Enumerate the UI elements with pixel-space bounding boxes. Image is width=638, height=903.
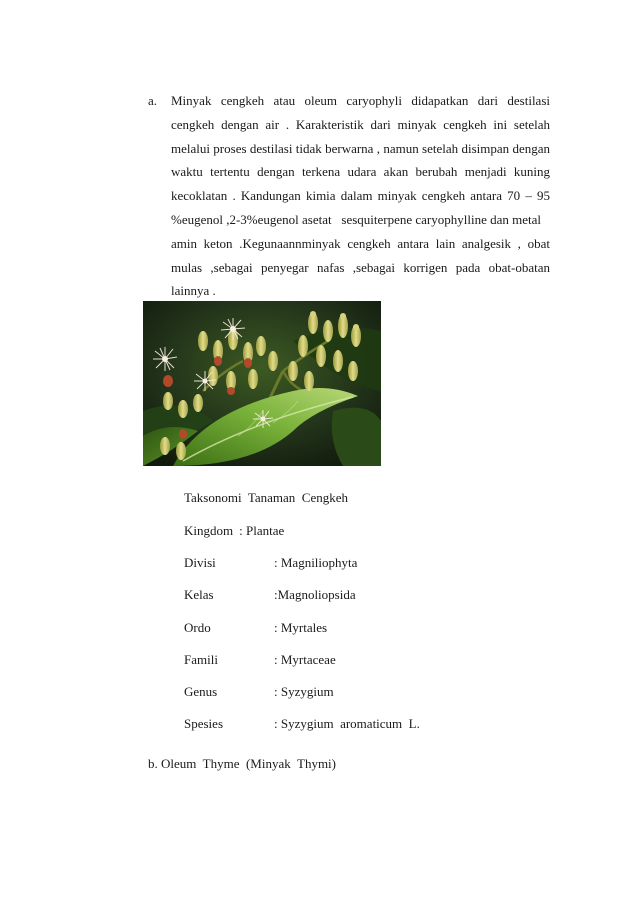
taxonomy-key: Kingdom [184, 523, 234, 538]
paragraph-line: mulas ,sebagai penyegar nafas ,sebagai korrigen pada obat-obatan [171, 259, 550, 275]
taxonomy-key: Genus [184, 684, 218, 699]
taxonomy-key: Divisi [184, 555, 216, 570]
list-marker-a: a. [148, 93, 158, 108]
taxonomy-key: Spesies [184, 716, 223, 731]
paragraph-clove-oil [171, 89, 550, 303]
paragraph-line: %eugenol ,2-3%eugenol asetat sesquiterpene caryophylline dan metal [171, 211, 542, 227]
taxonomy-key: Famili [184, 652, 218, 667]
list-item-a [148, 89, 550, 303]
taxonomy-row-ordo [184, 620, 328, 636]
paragraph-line: lainnya . [171, 283, 216, 299]
list-item-b-heading: b. Oleum Thyme (Minyak Thymi) [148, 756, 336, 771]
taxonomy-value: : Magniliophyta [274, 555, 358, 570]
paragraph-line: cengkeh dengan air . Karakteristik dari minyak cengkeh ini setelah [171, 116, 550, 132]
taxonomy-value: : Myrtales [274, 620, 328, 635]
taxonomy-key: Kelas [184, 587, 214, 602]
paragraph-line: amin keton .Kegunaannminyak cengkeh antara lain analgesik , obat [171, 235, 550, 251]
taxonomy-row-genus [184, 684, 334, 700]
taxonomy-row-kingdom [184, 523, 284, 539]
taxonomy-title: Taksonomi Tanaman Cengkeh [184, 490, 349, 505]
taxonomy-row-spesies [184, 716, 420, 732]
paragraph-line: melalui proses destilasi tidak berwarna , namun setelah disimpan dengan [171, 140, 550, 156]
paragraph-line: kecoklatan . Kandungan kimia dalam minyak cengkeh antara 70 – 95 [171, 188, 550, 204]
taxonomy-value: : Syzygium aromaticum L. [274, 716, 420, 731]
taxonomy-value: : Syzygium [274, 684, 334, 699]
taxonomy-key: Ordo [184, 620, 211, 635]
taxonomy-value: : Myrtaceae [274, 652, 336, 667]
taxonomy-value: :Magnoliopsida [274, 587, 356, 602]
taxonomy-row-kelas [184, 587, 356, 603]
paragraph-line: Minyak cengkeh atau oleum caryophyli didapatkan dari destilasi [171, 93, 550, 108]
taxonomy-row-divisi [184, 555, 358, 571]
clove-plant-photo [143, 301, 381, 466]
taxonomy-row-famili [184, 652, 336, 668]
paragraph-line: waktu tertentu dengan terkena udara akan berubah menjadi kuning [171, 164, 550, 180]
taxonomy-value: : Plantae [239, 523, 285, 538]
